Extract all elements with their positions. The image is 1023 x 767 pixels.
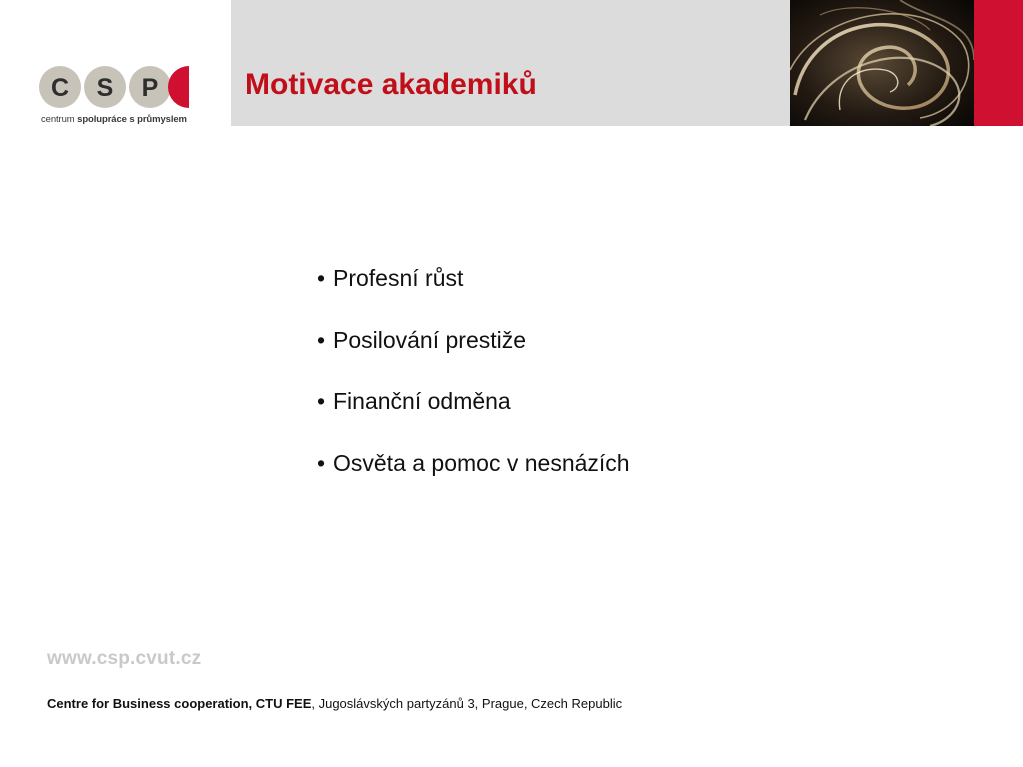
bullet-item — [317, 264, 630, 326]
footer-address-line — [47, 696, 622, 711]
footer-organization: Centre for Business cooperation, CTU FEE — [47, 696, 312, 711]
bullet-dot: • — [317, 326, 326, 353]
page-title: Motivace akademiků — [245, 68, 537, 101]
footer-address: , Jugoslávských partyzánů 3, Prague, Czech Republic — [311, 696, 623, 711]
logo-letter-p: P — [141, 74, 159, 102]
bullet-item — [317, 449, 630, 511]
bullet-text: Profesní růst — [333, 265, 464, 291]
logo-tagline-bold: spolupráce s průmyslem — [77, 114, 187, 125]
website-url: www.csp.cvut.cz — [47, 648, 202, 669]
logo-red-half-circle — [168, 66, 189, 108]
bullet-item — [317, 387, 630, 449]
logo-area — [0, 0, 231, 126]
bullet-item — [317, 326, 630, 388]
bullet-list — [317, 264, 630, 510]
header-swirl-image — [790, 0, 974, 126]
csp-logo — [38, 62, 193, 112]
header-red-accent — [974, 0, 1023, 126]
bullet-text: Finanční odměna — [333, 388, 511, 414]
bullet-dot: • — [317, 265, 326, 291]
bullet-dot: • — [317, 449, 326, 476]
header-bar — [231, 0, 790, 126]
bullet-text: Posilování prestiže — [333, 326, 527, 353]
logo-letter-c: C — [50, 74, 70, 102]
bullet-text: Osvěta a pomoc v nesnázích — [333, 449, 630, 476]
logo-letter-s: S — [96, 74, 114, 102]
logo-tagline-prefix: centrum — [41, 114, 78, 125]
logo-tagline — [41, 114, 187, 125]
bullet-dot: • — [317, 388, 326, 414]
